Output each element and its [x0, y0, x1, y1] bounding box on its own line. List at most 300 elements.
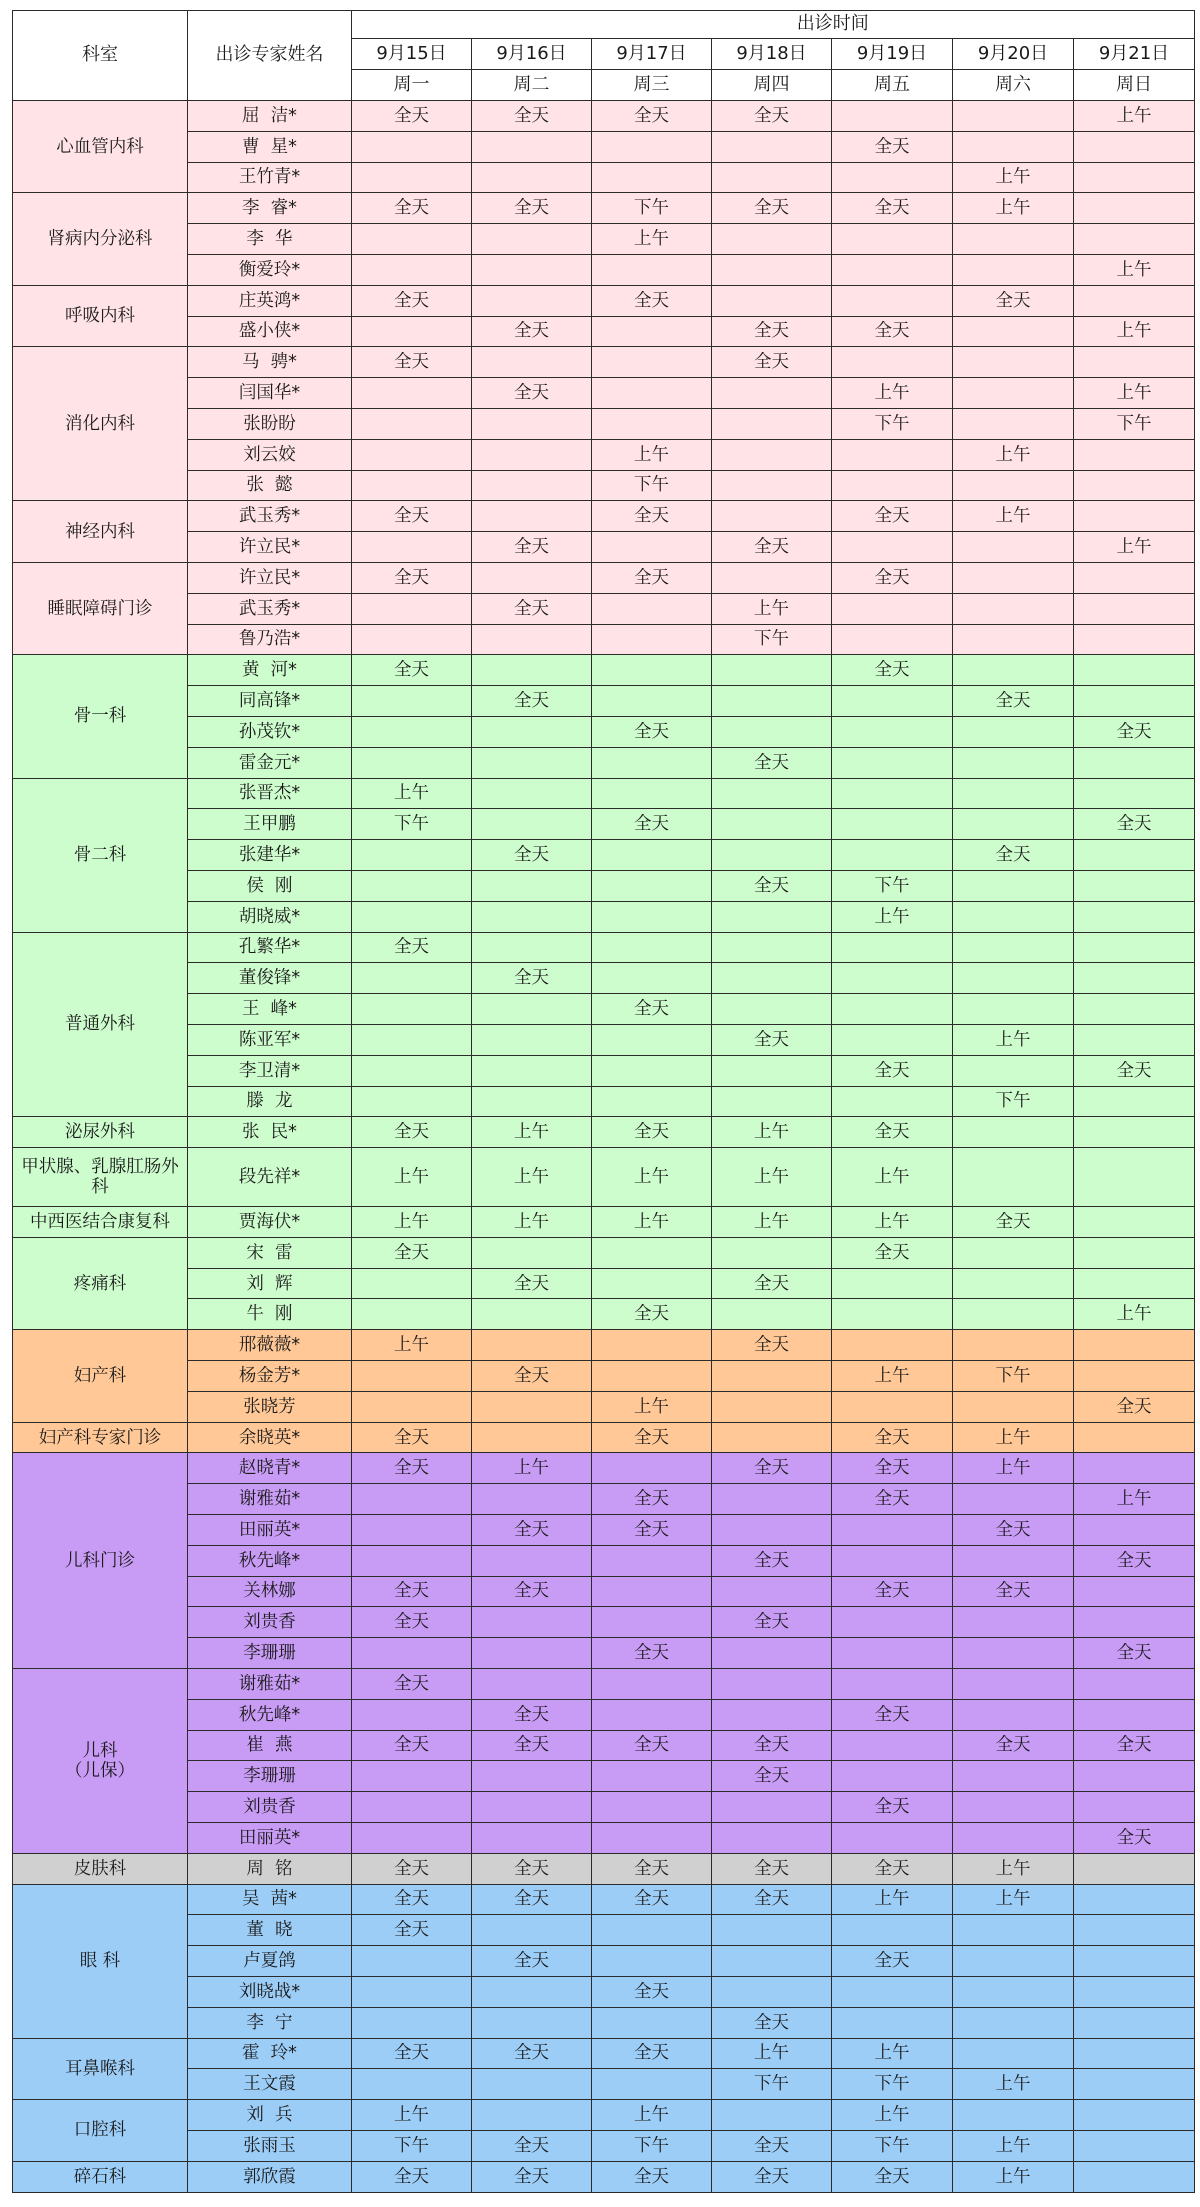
schedule-cell: 全天: [472, 963, 592, 994]
schedule-cell: 上午: [953, 2069, 1074, 2100]
schedule-cell: [1074, 1453, 1195, 1484]
schedule-cell: 全天: [832, 1484, 953, 1515]
schedule-cell: [832, 1024, 953, 1055]
schedule-cell: [712, 1699, 832, 1730]
schedule-cell: 全天: [352, 501, 472, 532]
doctor-name-cell: 李 睿*: [188, 193, 352, 224]
table-row: [13, 2161, 1195, 2192]
schedule-cell: [472, 1545, 592, 1576]
schedule-cell: [1074, 347, 1195, 378]
schedule-cell: [832, 470, 953, 501]
schedule-cell: [1074, 1699, 1195, 1730]
table-row: [13, 1638, 1195, 1669]
doctor-name-cell: 鲁乃浩*: [188, 624, 352, 655]
schedule-cell: 全天: [712, 2131, 832, 2162]
schedule-cell: [1074, 1024, 1195, 1055]
schedule-cell: 上午: [953, 2131, 1074, 2162]
schedule-cell: 上午: [832, 2038, 953, 2069]
schedule-cell: 下午: [832, 2131, 953, 2162]
schedule-cell: 上午: [352, 2100, 472, 2131]
schedule-cell: [1074, 162, 1195, 193]
schedule-cell: 上午: [592, 1391, 712, 1422]
table-row: [13, 2007, 1195, 2038]
schedule-cell: [953, 347, 1074, 378]
doctor-name-cell: 许立民*: [188, 532, 352, 563]
schedule-cell: [712, 1484, 832, 1515]
table-row: [13, 1453, 1195, 1484]
schedule-cell: [832, 101, 953, 132]
schedule-cell: 全天: [472, 593, 592, 624]
schedule-cell: [352, 1761, 472, 1792]
schedule-cell: 全天: [592, 1515, 712, 1546]
schedule-cell: 全天: [472, 2038, 592, 2069]
weekday-header: 周一: [352, 70, 472, 101]
doctor-name-cell: 李卫清*: [188, 1055, 352, 1086]
schedule-cell: 全天: [953, 285, 1074, 316]
schedule-cell: [953, 2038, 1074, 2069]
time-column-header: 出诊时间: [472, 11, 1195, 39]
table-row: [13, 624, 1195, 655]
schedule-cell: [352, 840, 472, 871]
schedule-cell: [953, 254, 1074, 285]
schedule-cell: [472, 624, 592, 655]
schedule-cell: 上午: [832, 1207, 953, 1238]
doctor-name-cell: 王竹青*: [188, 162, 352, 193]
schedule-cell: 全天: [592, 1853, 712, 1884]
schedule-cell: [352, 254, 472, 285]
schedule-cell: 全天: [592, 809, 712, 840]
schedule-cell: 全天: [592, 1422, 712, 1453]
table-row: [13, 131, 1195, 162]
schedule-cell: [832, 1915, 953, 1946]
schedule-cell: [472, 1299, 592, 1330]
table-row: [13, 162, 1195, 193]
schedule-cell: [1074, 624, 1195, 655]
schedule-cell: [352, 716, 472, 747]
department-cell: 儿科门诊: [13, 1453, 188, 1669]
schedule-cell: [592, 131, 712, 162]
schedule-cell: [712, 1977, 832, 2008]
schedule-cell: [592, 901, 712, 932]
schedule-cell: [472, 1024, 592, 1055]
schedule-cell: [472, 655, 592, 686]
schedule-cell: 上午: [1074, 254, 1195, 285]
schedule-cell: 全天: [352, 193, 472, 224]
schedule-cell: 全天: [1074, 1391, 1195, 1422]
schedule-cell: 全天: [352, 655, 472, 686]
schedule-cell: 全天: [472, 686, 592, 717]
schedule-cell: [953, 1823, 1074, 1854]
schedule-cell: 全天: [832, 2161, 953, 2192]
schedule-cell: [953, 1299, 1074, 1330]
schedule-cell: [832, 1761, 953, 1792]
schedule-cell: 下午: [832, 2069, 953, 2100]
weekday-header: 周三: [592, 70, 712, 101]
weekday-header: 周日: [1074, 70, 1195, 101]
schedule-cell: [1074, 2069, 1195, 2100]
table-row: [13, 1730, 1195, 1761]
table-row: [13, 470, 1195, 501]
department-cell: 甲状腺、乳腺肛肠外科: [13, 1148, 188, 1207]
schedule-cell: [953, 932, 1074, 963]
table-row: [13, 809, 1195, 840]
schedule-cell: [1074, 2007, 1195, 2038]
schedule-cell: [1074, 439, 1195, 470]
schedule-cell: [712, 408, 832, 439]
schedule-cell: [1074, 470, 1195, 501]
doctor-name-cell: 李 华: [188, 224, 352, 255]
doctor-name-cell: 宋 雷: [188, 1237, 352, 1268]
doctor-name-cell: 董俊锋*: [188, 963, 352, 994]
table-row: [13, 1148, 1195, 1207]
department-cell: 疼痛科: [13, 1237, 188, 1329]
schedule-cell: 全天: [832, 1117, 953, 1148]
schedule-cell: [953, 378, 1074, 409]
schedule-cell: [592, 316, 712, 347]
schedule-cell: [472, 1761, 592, 1792]
table-row: [13, 778, 1195, 809]
schedule-cell: 全天: [1074, 716, 1195, 747]
schedule-cell: [712, 994, 832, 1025]
schedule-cell: [592, 1792, 712, 1823]
doctor-name-cell: 董 晓: [188, 1915, 352, 1946]
schedule-cell: [832, 840, 953, 871]
schedule-cell: [953, 1638, 1074, 1669]
table-row: [13, 1117, 1195, 1148]
doctor-name-cell: 马 骋*: [188, 347, 352, 378]
schedule-cell: 上午: [1074, 1299, 1195, 1330]
schedule-cell: [712, 1299, 832, 1330]
schedule-cell: [592, 932, 712, 963]
schedule-cell: 上午: [472, 1453, 592, 1484]
schedule-cell: [472, 439, 592, 470]
schedule-cell: 下午: [352, 809, 472, 840]
department-cell: 妇产科: [13, 1330, 188, 1422]
schedule-cell: 上午: [592, 1207, 712, 1238]
doctor-name-cell: 余晓英*: [188, 1422, 352, 1453]
schedule-cell: 全天: [352, 1915, 472, 1946]
schedule-cell: [1074, 131, 1195, 162]
schedule-cell: 上午: [1074, 101, 1195, 132]
schedule-cell: [472, 347, 592, 378]
schedule-cell: [832, 716, 953, 747]
doctor-name-cell: 李珊珊: [188, 1638, 352, 1669]
schedule-cell: [592, 686, 712, 717]
schedule-cell: 上午: [953, 1884, 1074, 1915]
header-row-1: [13, 11, 1195, 39]
schedule-cell: [1074, 593, 1195, 624]
schedule-cell: 全天: [472, 1268, 592, 1299]
schedule-cell: [472, 1792, 592, 1823]
schedule-cell: [472, 470, 592, 501]
schedule-cell: [1074, 1607, 1195, 1638]
schedule-cell: 全天: [352, 2038, 472, 2069]
schedule-cell: 全天: [592, 1730, 712, 1761]
table-row: [13, 1299, 1195, 1330]
schedule-cell: 上午: [1074, 532, 1195, 563]
schedule-cell: 下午: [712, 624, 832, 655]
schedule-cell: [352, 470, 472, 501]
table-row: [13, 901, 1195, 932]
schedule-cell: [712, 254, 832, 285]
schedule-cell: [352, 1699, 472, 1730]
schedule-cell: [1074, 193, 1195, 224]
schedule-cell: [953, 809, 1074, 840]
schedule-cell: [352, 1086, 472, 1117]
schedule-cell: 全天: [592, 2161, 712, 2192]
schedule-cell: 全天: [832, 1237, 953, 1268]
schedule-cell: 全天: [592, 1638, 712, 1669]
schedule-cell: [472, 285, 592, 316]
schedule-table: [12, 10, 1195, 2193]
schedule-cell: [712, 716, 832, 747]
dept-column-header: 科室: [13, 11, 188, 101]
schedule-cell: [472, 131, 592, 162]
schedule-cell: [712, 224, 832, 255]
schedule-cell: 全天: [352, 1453, 472, 1484]
schedule-cell: [352, 1977, 472, 2008]
table-row: [13, 316, 1195, 347]
schedule-cell: [592, 624, 712, 655]
schedule-cell: 上午: [352, 1330, 472, 1361]
schedule-cell: [352, 994, 472, 1025]
schedule-cell: 全天: [832, 1422, 953, 1453]
schedule-cell: 全天: [352, 347, 472, 378]
schedule-cell: [352, 1946, 472, 1977]
schedule-cell: 全天: [592, 1117, 712, 1148]
schedule-cell: 全天: [472, 1361, 592, 1392]
schedule-cell: 全天: [352, 1237, 472, 1268]
schedule-cell: [592, 963, 712, 994]
schedule-cell: [592, 378, 712, 409]
department-cell: 骨二科: [13, 778, 188, 932]
schedule-cell: 下午: [352, 2131, 472, 2162]
table-row: [13, 1484, 1195, 1515]
table-row: [13, 501, 1195, 532]
date-header: 9月17日: [592, 39, 712, 70]
schedule-cell: [592, 347, 712, 378]
weekday-header: 周二: [472, 70, 592, 101]
date-header: 9月15日: [352, 39, 472, 70]
doctor-name-cell: 曹 星*: [188, 131, 352, 162]
schedule-cell: [832, 963, 953, 994]
schedule-cell: [953, 994, 1074, 1025]
schedule-cell: 全天: [1074, 809, 1195, 840]
schedule-cell: [592, 1699, 712, 1730]
schedule-cell: [832, 2007, 953, 2038]
table-row: [13, 1823, 1195, 1854]
schedule-cell: 上午: [953, 1853, 1074, 1884]
schedule-cell: [712, 2100, 832, 2131]
doctor-name-cell: 孔繁华*: [188, 932, 352, 963]
schedule-cell: [712, 439, 832, 470]
doctor-name-cell: 霍 玲*: [188, 2038, 352, 2069]
schedule-cell: 全天: [592, 562, 712, 593]
schedule-cell: [712, 1792, 832, 1823]
schedule-cell: 上午: [712, 2038, 832, 2069]
doctor-name-cell: 张晋杰*: [188, 778, 352, 809]
schedule-cell: 下午: [592, 470, 712, 501]
schedule-cell: [352, 224, 472, 255]
schedule-cell: [592, 1024, 712, 1055]
doctor-name-cell: 刘贵香: [188, 1792, 352, 1823]
schedule-cell: [592, 1330, 712, 1361]
doctor-name-cell: 胡晓威*: [188, 901, 352, 932]
schedule-cell: [832, 1299, 953, 1330]
schedule-cell: [592, 1607, 712, 1638]
table-row: [13, 101, 1195, 132]
schedule-cell: [712, 162, 832, 193]
schedule-cell: 全天: [712, 1761, 832, 1792]
schedule-cell: [832, 1638, 953, 1669]
schedule-cell: [472, 1086, 592, 1117]
schedule-cell: [592, 1545, 712, 1576]
doctor-name-cell: 田丽英*: [188, 1823, 352, 1854]
table-row: [13, 224, 1195, 255]
schedule-cell: 全天: [472, 101, 592, 132]
schedule-cell: [832, 994, 953, 1025]
schedule-cell: 全天: [712, 2161, 832, 2192]
schedule-cell: 上午: [472, 1117, 592, 1148]
schedule-cell: [712, 1915, 832, 1946]
schedule-cell: 全天: [352, 285, 472, 316]
doctor-name-cell: 张 懿: [188, 470, 352, 501]
schedule-cell: [592, 1669, 712, 1700]
schedule-cell: [953, 747, 1074, 778]
schedule-cell: [712, 901, 832, 932]
schedule-cell: 全天: [953, 1730, 1074, 1761]
schedule-cell: [1074, 840, 1195, 871]
doctor-name-cell: 李 宁: [188, 2007, 352, 2038]
doctor-name-cell: 庄英鸿*: [188, 285, 352, 316]
schedule-cell: [1074, 1853, 1195, 1884]
schedule-cell: [592, 1823, 712, 1854]
schedule-cell: [1074, 1669, 1195, 1700]
header-blank-cell: [352, 11, 472, 39]
schedule-cell: [832, 1730, 953, 1761]
table-row: [13, 686, 1195, 717]
schedule-cell: [1074, 686, 1195, 717]
table-row: [13, 1055, 1195, 1086]
schedule-cell: [352, 378, 472, 409]
table-row: [13, 1268, 1195, 1299]
schedule-cell: [953, 963, 1074, 994]
schedule-cell: [953, 408, 1074, 439]
schedule-cell: 全天: [832, 1055, 953, 1086]
schedule-cell: 上午: [832, 1884, 953, 1915]
schedule-cell: [1074, 2161, 1195, 2192]
schedule-cell: [472, 1669, 592, 1700]
schedule-cell: 全天: [953, 840, 1074, 871]
schedule-cell: 全天: [712, 747, 832, 778]
department-cell: 骨一科: [13, 655, 188, 778]
schedule-cell: [472, 1484, 592, 1515]
doctor-name-cell: 杨金芳*: [188, 1361, 352, 1392]
weekday-header: 周四: [712, 70, 832, 101]
schedule-cell: [472, 562, 592, 593]
doctor-name-cell: 吴 茜*: [188, 1884, 352, 1915]
schedule-cell: 全天: [472, 1730, 592, 1761]
schedule-cell: 全天: [712, 1268, 832, 1299]
schedule-cell: [832, 1669, 953, 1700]
schedule-cell: 全天: [352, 1730, 472, 1761]
schedule-cell: 上午: [832, 2100, 953, 2131]
schedule-cell: 全天: [953, 686, 1074, 717]
schedule-cell: 全天: [592, 716, 712, 747]
schedule-cell: [1074, 778, 1195, 809]
table-row: [13, 840, 1195, 871]
schedule-cell: [953, 131, 1074, 162]
schedule-cell: [712, 809, 832, 840]
schedule-cell: [712, 1669, 832, 1700]
schedule-cell: 全天: [712, 532, 832, 563]
doctor-name-cell: 滕 龙: [188, 1086, 352, 1117]
schedule-cell: [712, 963, 832, 994]
schedule-cell: 全天: [352, 932, 472, 963]
schedule-cell: [953, 562, 1074, 593]
schedule-cell: [953, 1792, 1074, 1823]
schedule-cell: [472, 254, 592, 285]
doctor-name-cell: 张雨玉: [188, 2131, 352, 2162]
doctor-name-cell: 王文霞: [188, 2069, 352, 2100]
schedule-cell: 全天: [592, 2038, 712, 2069]
schedule-cell: [953, 224, 1074, 255]
schedule-cell: 上午: [953, 1422, 1074, 1453]
schedule-cell: [1074, 2131, 1195, 2162]
schedule-cell: 全天: [472, 1853, 592, 1884]
table-row: [13, 285, 1195, 316]
table-row: [13, 1361, 1195, 1392]
doctor-name-cell: 郭欣霞: [188, 2161, 352, 2192]
schedule-cell: 上午: [953, 162, 1074, 193]
schedule-cell: [352, 593, 472, 624]
doctor-name-cell: 牛 刚: [188, 1299, 352, 1330]
table-row: [13, 408, 1195, 439]
schedule-cell: 全天: [832, 1699, 953, 1730]
schedule-cell: [953, 1915, 1074, 1946]
schedule-cell: 下午: [832, 870, 953, 901]
schedule-cell: [352, 316, 472, 347]
table-row: [13, 870, 1195, 901]
schedule-cell: 全天: [592, 1484, 712, 1515]
schedule-cell: [832, 532, 953, 563]
table-row: [13, 1699, 1195, 1730]
schedule-cell: [592, 840, 712, 871]
schedule-cell: 上午: [592, 1148, 712, 1207]
schedule-cell: [592, 1946, 712, 1977]
department-cell: 儿科 （儿保）: [13, 1669, 188, 1854]
schedule-cell: [953, 2007, 1074, 2038]
schedule-cell: 全天: [472, 1515, 592, 1546]
schedule-cell: 全天: [472, 1576, 592, 1607]
schedule-cell: 全天: [1074, 1055, 1195, 1086]
schedule-cell: 全天: [712, 1330, 832, 1361]
schedule-cell: [352, 1055, 472, 1086]
table-row: [13, 254, 1195, 285]
schedule-cell: [472, 1638, 592, 1669]
table-row: [13, 1669, 1195, 1700]
doctor-name-cell: 刘云姣: [188, 439, 352, 470]
schedule-cell: 上午: [953, 1024, 1074, 1055]
schedule-cell: [953, 655, 1074, 686]
schedule-cell: [953, 1117, 1074, 1148]
schedule-cell: [953, 1699, 1074, 1730]
weekday-header: 周六: [953, 70, 1074, 101]
schedule-cell: 全天: [712, 2007, 832, 2038]
schedule-cell: 全天: [832, 1453, 953, 1484]
schedule-cell: 下午: [1074, 408, 1195, 439]
table-row: [13, 1207, 1195, 1238]
